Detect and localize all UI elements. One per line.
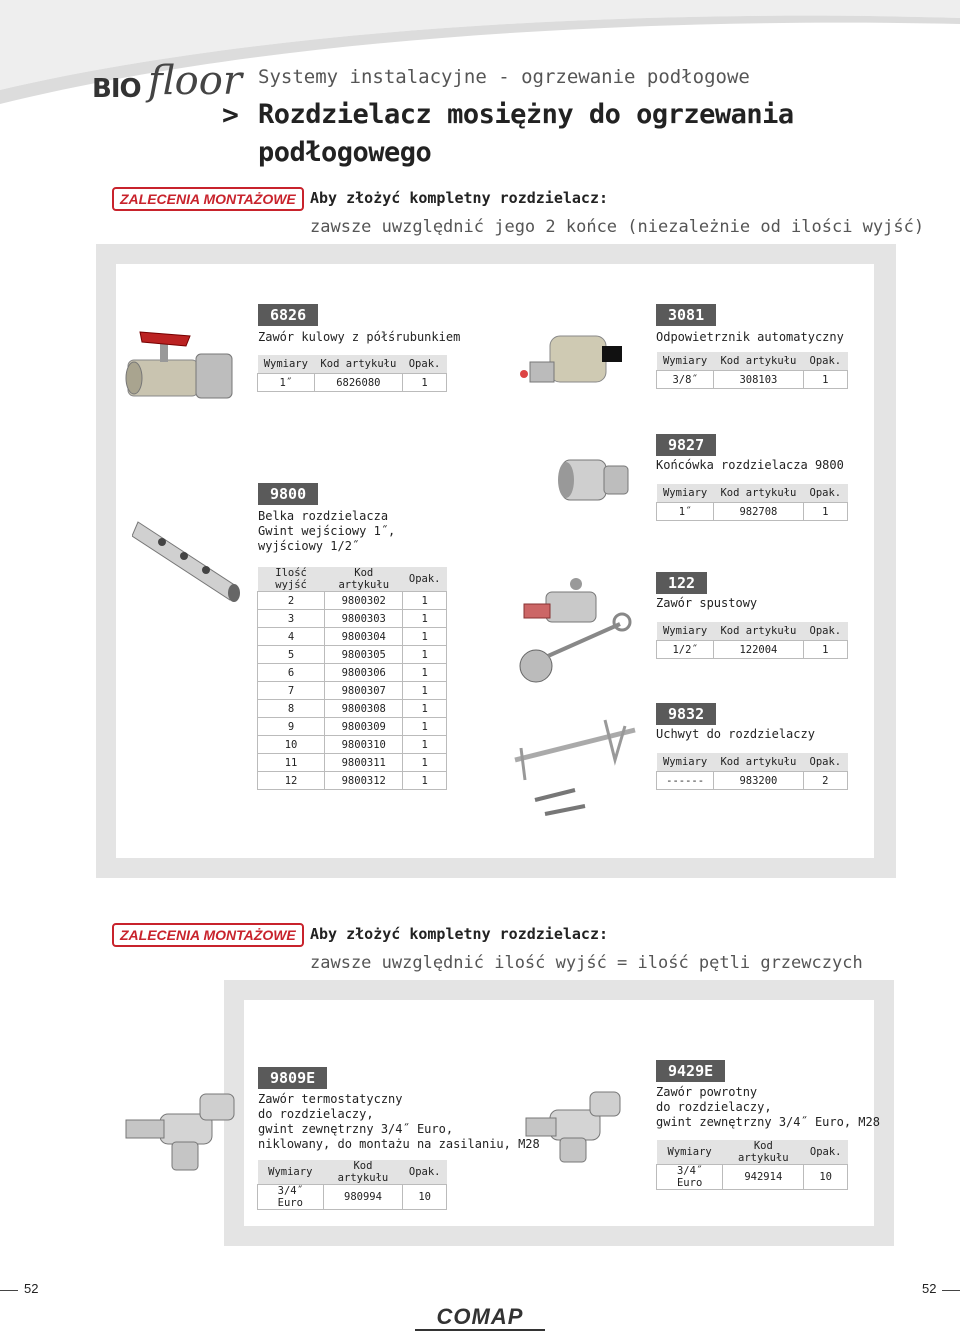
col-pack: Opak. — [403, 355, 447, 374]
col-code: Kod artykułu — [323, 1160, 403, 1185]
col-pack: Opak. — [803, 753, 847, 772]
table-row: 10 9800310 1 — [258, 736, 447, 754]
table-row: 3/8˝ 308103 1 — [657, 371, 848, 389]
col-code: Kod artykułu — [714, 484, 803, 503]
product-code-3081: 3081 — [656, 304, 716, 326]
recommendation-line1: Aby złożyć kompletny rozdzielacz: — [310, 925, 609, 943]
col-dim: Wymiary — [657, 753, 714, 772]
product-desc-9809E: Zawór termostatyczny do rozdzielaczy, gwint zewnętrzny 3/4˝ Euro, niklowany, do montażu na zasilaniu, M28 — [258, 1092, 540, 1151]
table-row: 1˝ 6826080 1 — [258, 374, 447, 392]
table-row: 2 9800302 1 — [258, 592, 447, 610]
col-pack: Opak. — [403, 567, 447, 592]
col-code: Kod artykułu — [325, 567, 403, 592]
table-row: 7 9800307 1 — [258, 682, 447, 700]
table-row: ------ 983200 2 — [657, 772, 848, 790]
product-desc-3081: Odpowietrznik automatyczny — [656, 330, 844, 344]
spec-table-9832 — [656, 753, 848, 790]
section-subtitle: Systemy instalacyjne - ogrzewanie podłogowe — [258, 66, 750, 88]
page-number-right: 52 — [922, 1281, 937, 1296]
page-line-right — [942, 1290, 960, 1291]
table-row: 3/4˝ Euro 942914 10 — [657, 1165, 848, 1190]
col-pack: Opak. — [803, 484, 847, 503]
product-desc-122: Zawór spustowy — [656, 596, 758, 610]
table-row: 11 9800311 1 — [258, 754, 447, 772]
col-code: Kod artykułu — [314, 355, 402, 374]
product-code-9832: 9832 — [656, 703, 716, 725]
logo-floor-text: floor — [148, 58, 242, 104]
recommendation-badge: ZALECENIA MONTAŻOWE — [112, 187, 304, 211]
page-line-left — [0, 1290, 18, 1291]
comap-logo — [405, 1302, 555, 1338]
product-code-9809E: 9809E — [258, 1067, 327, 1089]
product-desc-9827: Końcówka rozdzielacza 9800 — [656, 458, 844, 472]
col-code: Kod artykułu — [714, 622, 803, 641]
table-row: 3 9800303 1 — [258, 610, 447, 628]
recommendation-line2: zawsze uwzględnić ilość wyjść = ilość pętli grzewczych — [310, 953, 863, 973]
recommendation-line1: Aby złożyć kompletny rozdzielacz: — [310, 189, 609, 207]
col-pack: Opak. — [803, 622, 847, 641]
table-row: 9 9800309 1 — [258, 718, 447, 736]
recommendation-line2: zawsze uwzględnić jego 2 końce (niezależnie od ilości wyjść) — [310, 217, 925, 237]
col-dim: Wymiary — [657, 1140, 723, 1165]
manifold-end-photo — [548, 446, 638, 516]
ball-valve-photo — [120, 322, 240, 412]
spec-table-3081 — [656, 352, 848, 389]
col-dim: Wymiary — [258, 355, 315, 374]
spec-table-9429E — [656, 1140, 848, 1190]
return-valve-photo — [520, 1080, 640, 1170]
col-dim: Wymiary — [657, 352, 714, 371]
product-code-6826: 6826 — [258, 304, 318, 326]
manifold-bar-photo — [132, 500, 252, 610]
product-desc-6826: Zawór kulowy z półśrubunkiem — [258, 330, 461, 344]
table-row: 4 9800304 1 — [258, 628, 447, 646]
bracket-photo — [505, 710, 645, 830]
col-dim: Wymiary — [657, 622, 714, 641]
logo-bio-text: BIO — [92, 74, 141, 104]
table-row: 5 9800305 1 — [258, 646, 447, 664]
col-pack: Opak. — [804, 1140, 848, 1165]
recommendation-badge: ZALECENIA MONTAŻOWE — [112, 923, 304, 947]
drain-valve-photo — [510, 574, 640, 694]
table-row: 6 9800306 1 — [258, 664, 447, 682]
product-desc-9429E: Zawór powrotny do rozdzielaczy, gwint zewnętrzny 3/4˝ Euro, M28 — [656, 1085, 880, 1129]
product-code-122: 122 — [656, 572, 707, 594]
product-code-9800: 9800 — [258, 483, 318, 505]
spec-table-6826 — [257, 355, 447, 392]
col-pack: Opak. — [803, 352, 847, 371]
spec-table-9800 — [257, 567, 447, 790]
page-number-left: 52 — [24, 1281, 39, 1296]
title-arrow: > — [222, 98, 239, 131]
table-row: 1˝ 982708 1 — [657, 503, 848, 521]
spec-table-9827 — [656, 484, 848, 521]
biofloor-logo — [92, 58, 242, 122]
table-row: 8 9800308 1 — [258, 700, 447, 718]
table-row: 3/4˝ Euro 980994 10 — [258, 1185, 447, 1210]
product-code-9827: 9827 — [656, 434, 716, 456]
product-code-9429E: 9429E — [656, 1060, 725, 1082]
table-row: 12 9800312 1 — [258, 772, 447, 790]
col-code: Kod artykułu — [723, 1140, 804, 1165]
spec-table-122 — [656, 622, 848, 659]
spec-table-9809E — [257, 1160, 447, 1210]
product-desc-9832: Uchwyt do rozdzielaczy — [656, 727, 815, 741]
svg-text:COMAP: COMAP — [436, 1304, 524, 1329]
air-vent-photo — [510, 316, 630, 406]
page-title: Rozdzielacz mosiężny do ogrzewania podłogowego — [258, 99, 794, 168]
col-code: Kod artykułu — [714, 753, 803, 772]
col-dim: Wymiary — [258, 1160, 324, 1185]
product-desc-9800: Belka rozdzielacza Gwint wejściowy 1˝, wyjściowy 1/2˝ — [258, 509, 396, 553]
thermostatic-valve-photo — [120, 1086, 250, 1176]
col-dim: Wymiary — [657, 484, 714, 503]
col-code: Kod artykułu — [714, 352, 803, 371]
table-row: 1/2˝ 122004 1 — [657, 641, 848, 659]
col-pack: Opak. — [403, 1160, 447, 1185]
col-outlets: Ilość wyjść — [258, 567, 325, 592]
